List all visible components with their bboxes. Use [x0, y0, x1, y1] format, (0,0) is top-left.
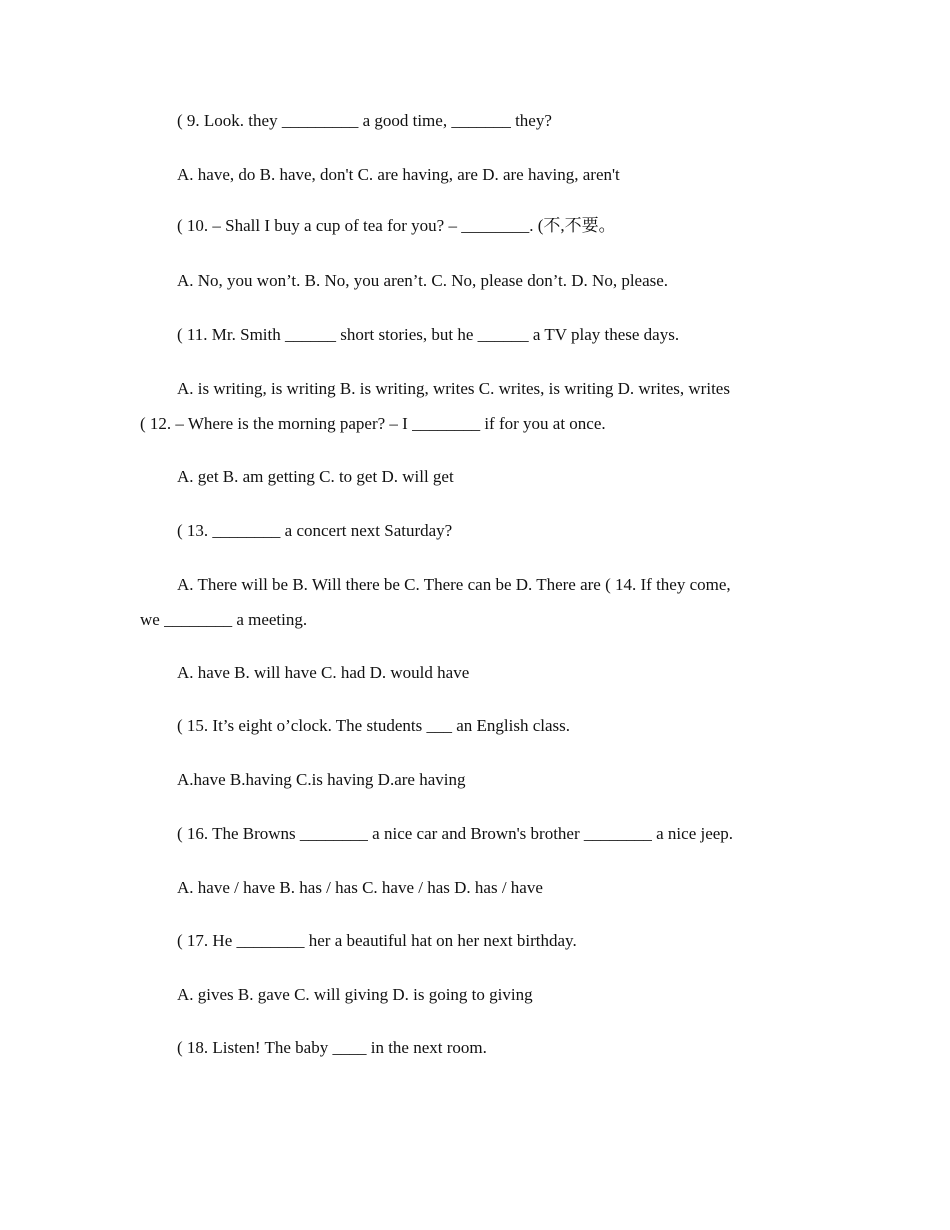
question-13-options: A. There will be B. Will there be C. There can be D. There are ( 14. If they come, — [177, 575, 731, 594]
question-10-options: A. No, you won’t. B. No, you aren’t. C. No, please don’t. D. No, please. — [177, 271, 669, 290]
question-9-options: A. have, do B. have, don't C. are having, are D. are having, aren't — [177, 165, 620, 184]
question-12: ( 12. – Where is the morning paper? – I ________ if for you at once. — [140, 414, 606, 433]
question-15-options: A.have B.having C.is having D.are having — [177, 770, 466, 789]
question-16-options: A. have / have B. has / has C. have / has D. has / have — [177, 878, 543, 897]
question-9: ( 9. Look. they _________ a good time, _______ they? — [177, 111, 552, 130]
question-11: ( 11. Mr. Smith ______ short stories, but he ______ a TV play these days. — [177, 325, 680, 344]
question-14-options: A. have B. will have C. had D. would have — [177, 663, 470, 682]
question-18: ( 18. Listen! The baby ____ in the next room. — [177, 1038, 487, 1057]
question-12-options: A. get B. am getting C. to get D. will get — [177, 467, 454, 486]
question-17-options: A. gives B. gave C. will giving D. is going to giving — [177, 985, 533, 1004]
question-13: ( 13. ________ a concert next Saturday? — [177, 521, 453, 540]
question-11-options: A. is writing, is writing B. is writing, writes C. writes, is writing D. writes, writes — [177, 379, 730, 398]
question-15: ( 15. It’s eight o’clock. The students ___ an English class. — [177, 716, 570, 735]
question-16: ( 16. The Browns ________ a nice car and Brown's brother ________ a nice jeep. — [177, 824, 734, 843]
question-17: ( 17. He ________ her a beautiful hat on her next birthday. — [177, 931, 577, 950]
question-14-continued: we ________ a meeting. — [140, 610, 308, 629]
question-10: ( 10. – Shall I buy a cup of tea for you? – ________. (不,不要。 — [177, 216, 616, 235]
